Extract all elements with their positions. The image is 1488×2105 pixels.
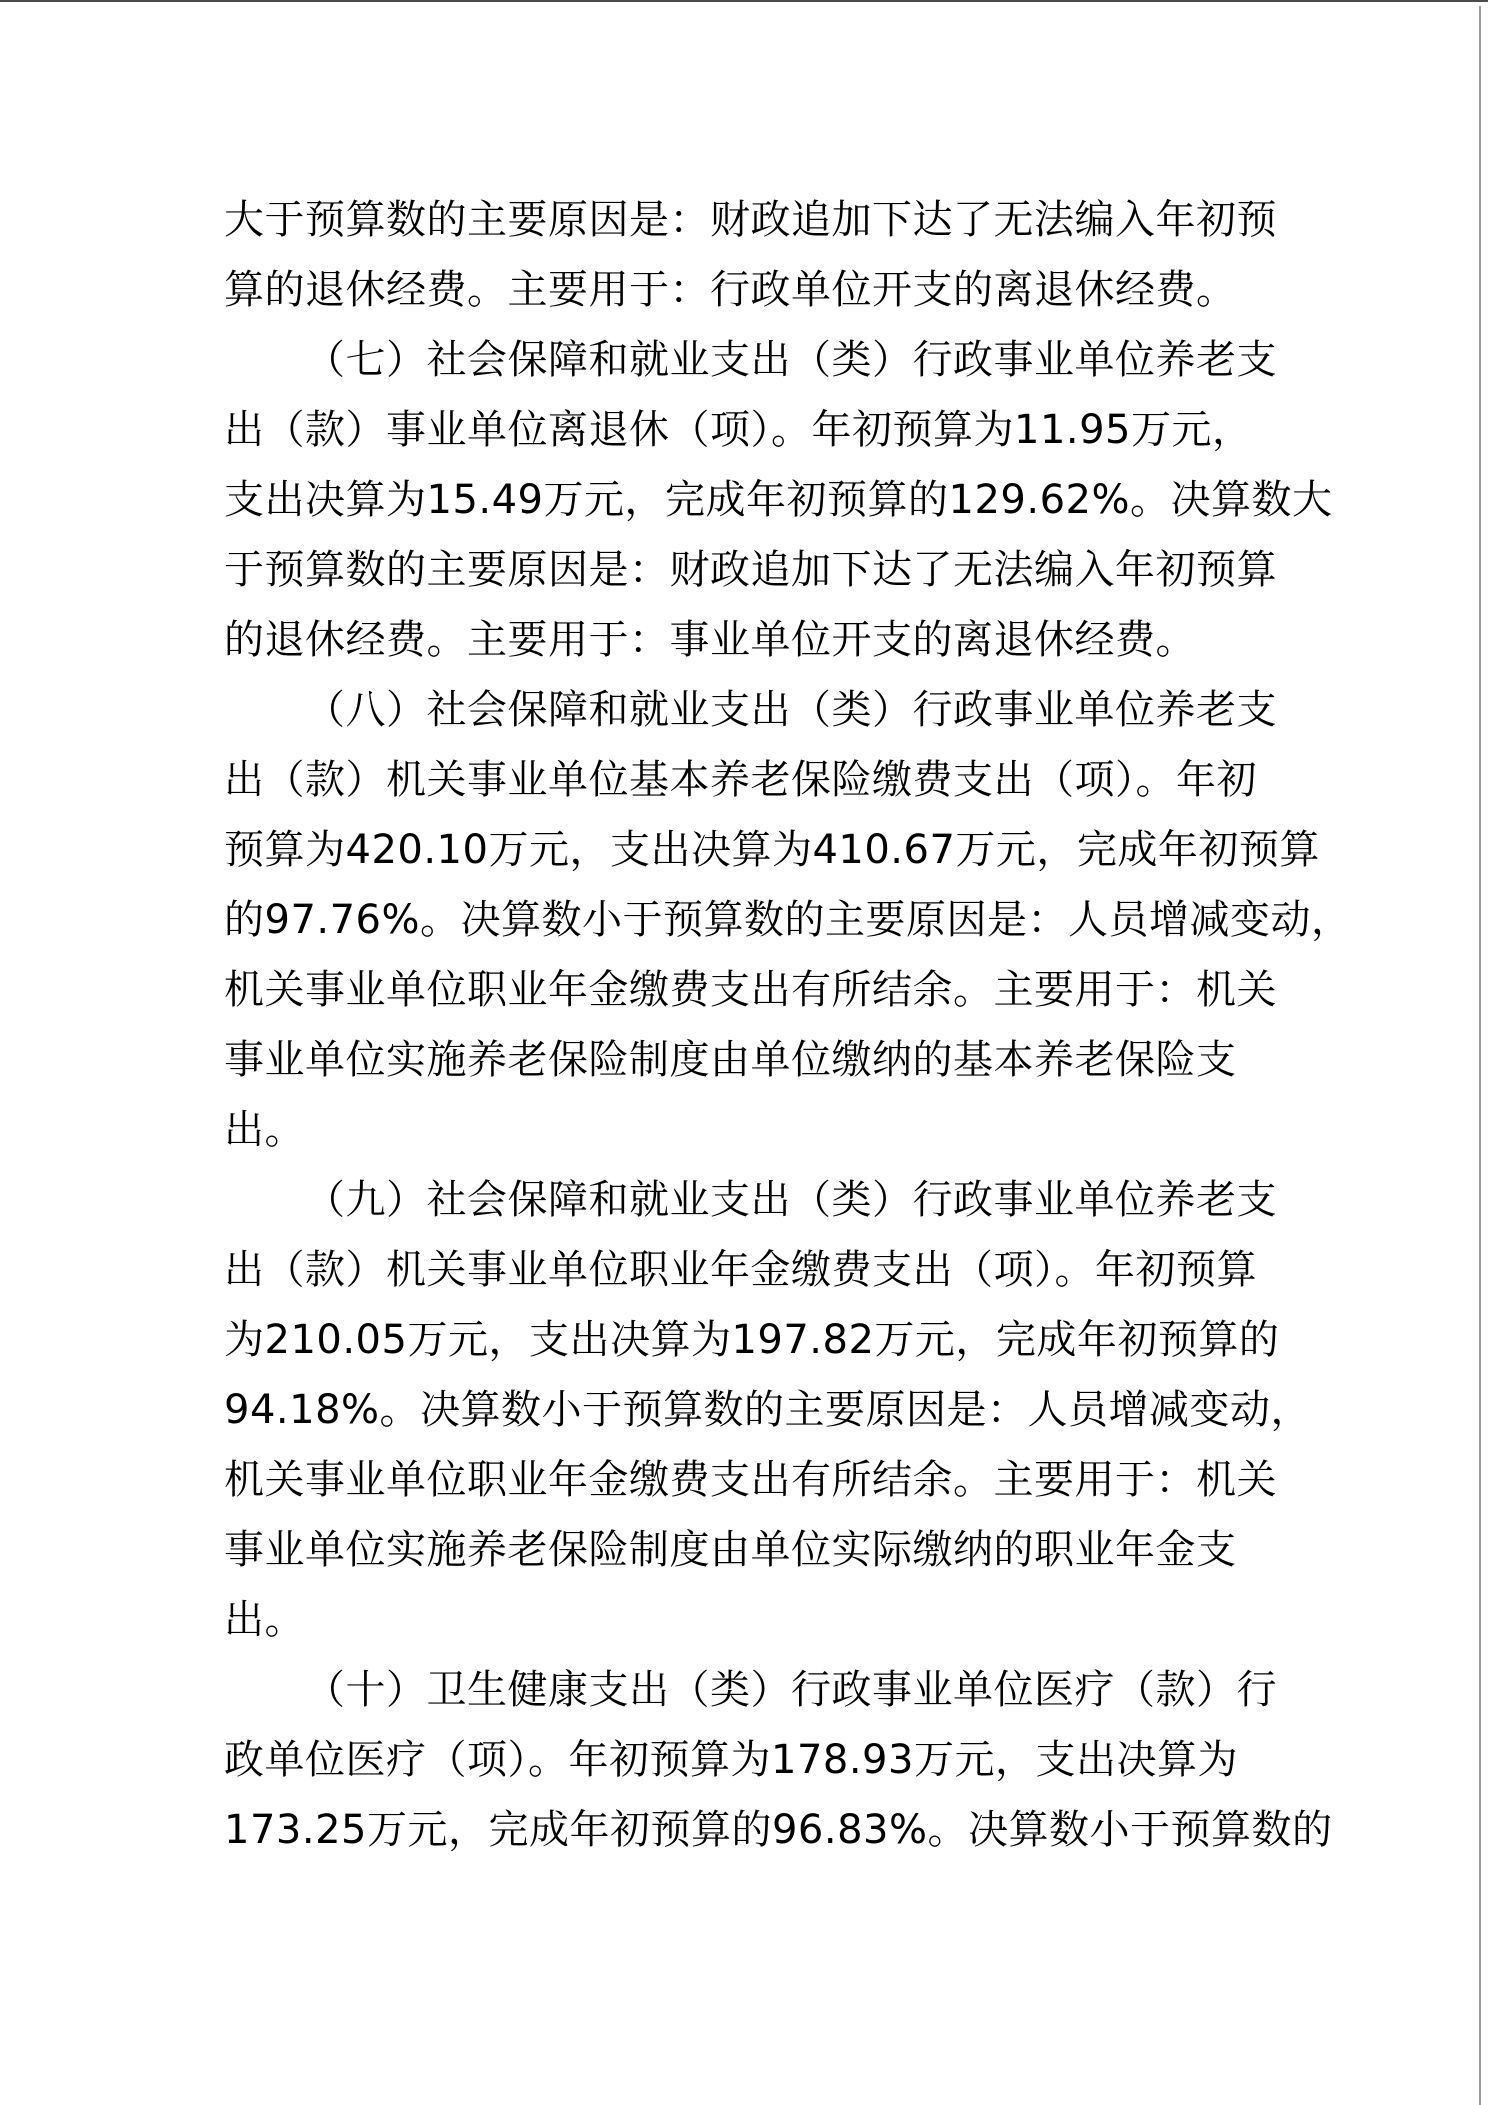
text-line: 出。	[224, 1107, 305, 1153]
text-line: （九）社会保障和就业支出（类）行政事业单位养老支	[305, 1177, 1277, 1223]
text-line: 机关事业单位职业年金缴费支出有所结余。主要用于：机关	[224, 967, 1277, 1013]
text-line: 机关事业单位职业年金缴费支出有所结余。主要用于：机关	[224, 1457, 1277, 1503]
text-line: 事业单位实施养老保险制度由单位缴纳的基本养老保险支	[224, 1037, 1237, 1083]
text-line: 于预算数的主要原因是：财政追加下达了无法编入年初预算	[224, 547, 1277, 593]
text-line: 的97.76%。决算数小于预算数的主要原因是：人员增减变动，	[224, 897, 1352, 943]
text-line: 支出决算为15.49万元，完成年初预算的129.62%。决算数大	[224, 477, 1333, 523]
text-line: 预算为420.10万元，支出决算为410.67万元，完成年初预算	[224, 827, 1320, 873]
text-line: （七）社会保障和就业支出（类）行政事业单位养老支	[305, 337, 1277, 383]
text-line: （八）社会保障和就业支出（类）行政事业单位养老支	[305, 687, 1277, 733]
text-line: 事业单位实施养老保险制度由单位实际缴纳的职业年金支	[224, 1527, 1237, 1573]
paragraph-item-8	[224, 675, 1352, 1165]
text-line: 大于预算数的主要原因是：财政追加下达了无法编入年初预	[224, 197, 1277, 243]
paragraph-item-10	[224, 1655, 1333, 1865]
paragraph-item-7	[224, 325, 1333, 675]
paragraph-continuation	[224, 185, 1277, 325]
text-line: 出（款）机关事业单位职业年金缴费支出（项）。年初预算	[224, 1247, 1257, 1293]
document-body	[224, 185, 1352, 1865]
text-line: 94.18%。决算数小于预算数的主要原因是：人员增减变动，	[224, 1387, 1312, 1433]
text-line: 为210.05万元，支出决算为197.82万元，完成年初预算的	[224, 1317, 1280, 1363]
page-right-border	[1479, 6, 1481, 2105]
text-line: 173.25万元，完成年初预算的96.83%。决算数小于预算数的	[224, 1807, 1333, 1853]
page-top-border	[0, 0, 1488, 2]
text-line: 出（款）机关事业单位基本养老保险缴费支出（项）。年初	[224, 757, 1257, 803]
text-line: 出。	[224, 1597, 305, 1643]
text-line: 出（款）事业单位离退休（项）。年初预算为11.95万元，	[224, 407, 1253, 453]
text-line: 的退休经费。主要用于：事业单位开支的离退休经费。	[224, 617, 1196, 663]
text-line: 算的退休经费。主要用于：行政单位开支的离退休经费。	[224, 267, 1237, 313]
text-line: 政单位医疗（项）。年初预算为178.93万元，支出决算为	[224, 1737, 1238, 1783]
paragraph-item-9	[224, 1165, 1312, 1655]
text-line: （十）卫生健康支出（类）行政事业单位医疗（款）行	[305, 1667, 1277, 1713]
